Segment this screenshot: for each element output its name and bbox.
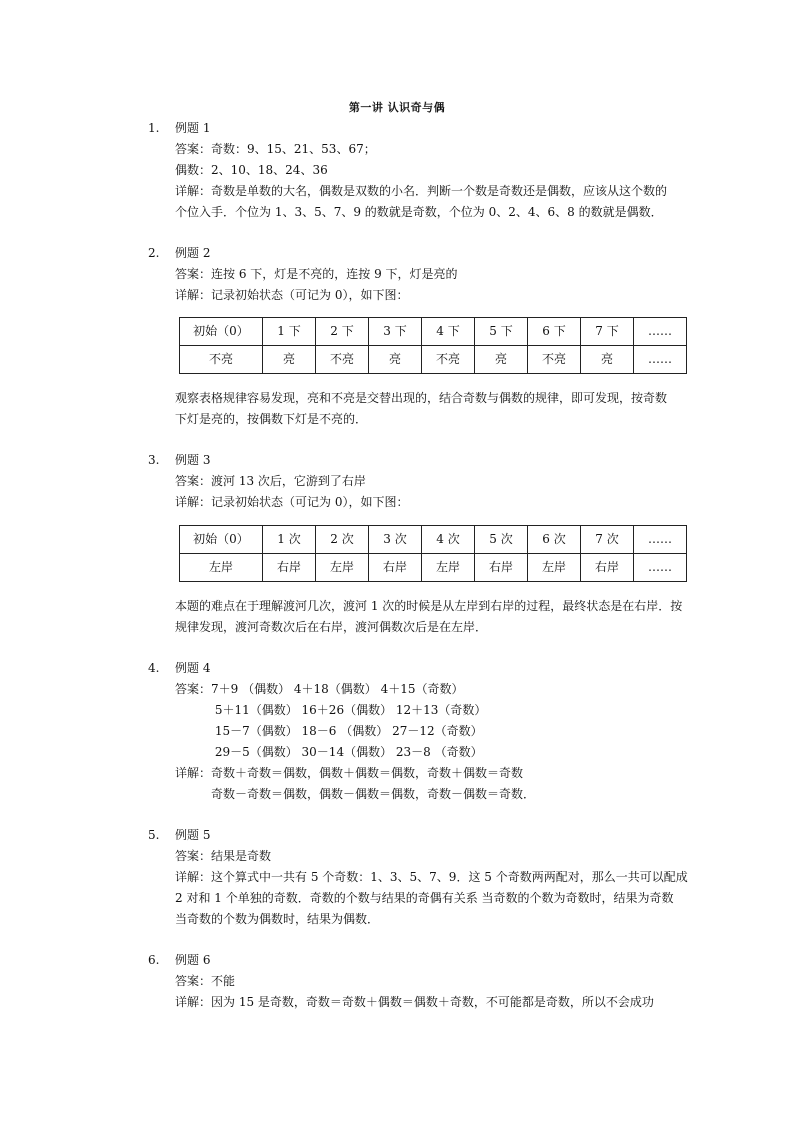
table-cell: 5 次: [475, 526, 528, 554]
table-cell: 初始（0）: [180, 318, 263, 346]
question-title: 例题 4: [175, 661, 211, 675]
explanation-line: 详解：因为 15 是奇数，奇数＝奇数＋偶数＝偶数＋奇数，不可能都是奇数，所以不会成功: [175, 995, 654, 1009]
table-cell: 不亮: [422, 346, 475, 374]
table-cell: 6 次: [528, 526, 581, 554]
table-cell: ……: [634, 554, 687, 582]
question-number: 3.: [148, 453, 160, 467]
table-cell: 左岸: [422, 554, 475, 582]
table-cell: 2 下: [316, 318, 369, 346]
table-cell: 亮: [581, 346, 634, 374]
table-row: [180, 318, 687, 346]
table-cell: 左岸: [316, 554, 369, 582]
question-number: 4.: [148, 661, 160, 675]
table-cell: 左岸: [180, 554, 263, 582]
table-cell: 1 下: [263, 318, 316, 346]
table-cell: 5 下: [475, 318, 528, 346]
river-crossing-table: [179, 525, 687, 582]
explanation-line: 个位入手．个位为 1、3、5、7、9 的数就是奇数，个位为 0、2、4、6、8 的数就是偶数．: [175, 205, 663, 219]
explanation-line: 2 对和 1 个单独的奇数．奇数的个数与结果的奇偶有关系 当奇数的个数为奇数时，结果为奇数: [175, 891, 674, 905]
table-cell: 右岸: [581, 554, 634, 582]
table-cell: 7 下: [581, 318, 634, 346]
table-cell: 右岸: [475, 554, 528, 582]
question-number: 1.: [148, 121, 160, 135]
table-cell: 4 次: [422, 526, 475, 554]
answer-line: 偶数：2、10、18、24、36: [175, 163, 328, 177]
answer-line: 5＋11（偶数） 16＋26（偶数） 12＋13（奇数）: [175, 703, 487, 717]
table-cell: ……: [634, 346, 687, 374]
table-cell: 4 下: [422, 318, 475, 346]
table-row: [180, 554, 687, 582]
answer-line: 答案：渡河 13 次后，它游到了右岸: [175, 474, 366, 488]
page-title: 第一讲 认识奇与偶: [348, 101, 446, 114]
explanation-line: 详解：记录初始状态（可记为 0），如下图：: [175, 288, 409, 302]
question-title: 例题 2: [175, 246, 211, 260]
table-cell: 2 次: [316, 526, 369, 554]
table-cell: 亮: [263, 346, 316, 374]
table-row: [180, 346, 687, 374]
explanation-line: 当奇数的个数为偶数时，结果为偶数．: [175, 912, 380, 926]
table-cell: 7 次: [581, 526, 634, 554]
table-cell: 亮: [475, 346, 528, 374]
table-cell: ……: [634, 526, 687, 554]
table-cell: 初始（0）: [180, 526, 263, 554]
question-number: 6.: [148, 953, 160, 967]
question-title: 例题 1: [175, 121, 211, 135]
answer-line: 答案：不能: [175, 974, 236, 988]
question-number: 5.: [148, 828, 160, 842]
light-state-table: [179, 317, 687, 374]
question-title: 例题 6: [175, 953, 211, 967]
table-row: [180, 526, 687, 554]
explanation-line: 规律发现，渡河奇数次后在右岸，渡河偶数次后是在左岸．: [175, 620, 488, 634]
question-title: 例题 5: [175, 828, 211, 842]
explanation-line: 详解：记录初始状态（可记为 0），如下图：: [175, 495, 409, 509]
table-cell: 不亮: [316, 346, 369, 374]
explanation-line: 观察表格规律容易发现，亮和不亮是交替出现的，结合奇数与偶数的规律，即可发现，按奇数: [175, 391, 668, 405]
table-cell: 3 下: [369, 318, 422, 346]
table-cell: 不亮: [180, 346, 263, 374]
table-cell: 1 次: [263, 526, 316, 554]
question-title: 例题 3: [175, 453, 211, 467]
table-cell: 3 次: [369, 526, 422, 554]
answer-line: 答案：连按 6 下，灯是不亮的，连按 9 下，灯是亮的: [175, 267, 458, 281]
table-cell: 亮: [369, 346, 422, 374]
explanation-line: 详解：奇数＋奇数＝偶数，偶数＋偶数＝偶数，奇数＋偶数＝奇数: [175, 766, 524, 780]
explanation-line: 奇数－奇数＝偶数，偶数－偶数＝偶数，奇数－偶数＝奇数．: [175, 787, 536, 801]
question-number: 2.: [148, 246, 160, 260]
answer-line: 答案：7＋9 （偶数） 4＋18（偶数） 4＋15（奇数）: [175, 682, 464, 696]
answer-line: 15－7（偶数） 18－6 （偶数） 27－12（奇数）: [175, 724, 483, 738]
table-cell: 右岸: [263, 554, 316, 582]
table-cell: 左岸: [528, 554, 581, 582]
answer-line: 答案：结果是奇数: [175, 849, 272, 863]
answer-line: 答案：奇数：9、15、21、53、67；: [175, 142, 376, 156]
table-cell: ……: [634, 318, 687, 346]
explanation-line: 详解：这个算式中一共有 5 个奇数：1、3、5、7、9．这 5 个奇数两两配对，那么一共可以配成: [175, 870, 688, 884]
answer-line: 29－5（偶数） 30－14（偶数） 23－8 （奇数）: [175, 745, 483, 759]
table-cell: 不亮: [528, 346, 581, 374]
table-cell: 6 下: [528, 318, 581, 346]
explanation-line: 本题的难点在于理解渡河几次，渡河 1 次的时候是从左岸到右岸的过程，最终状态是在右岸．按: [175, 599, 683, 613]
table-cell: 右岸: [369, 554, 422, 582]
explanation-line: 详解：奇数是单数的大名，偶数是双数的小名．判断一个数是奇数还是偶数，应该从这个数的: [175, 184, 668, 198]
explanation-line: 下灯是亮的，按偶数下灯是不亮的．: [175, 412, 368, 426]
